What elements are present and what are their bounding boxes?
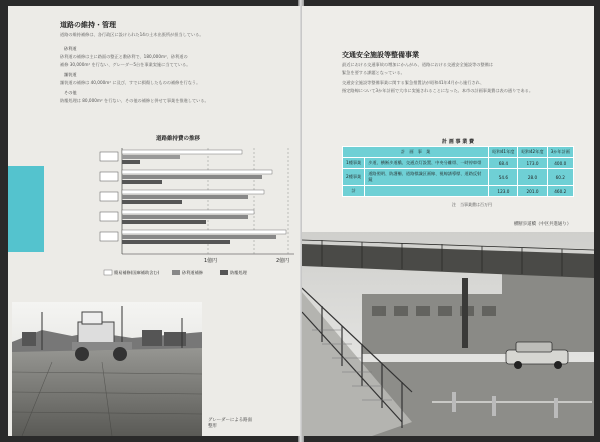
table-header-cell: 計 画 事 業 [343, 147, 489, 158]
right-page [302, 6, 594, 436]
body-line-1: 砂利道の補修は主に路面の整正と敷砂利で、180,000m²、砂利道の [60, 54, 188, 59]
table-cell: 28.0 [518, 169, 547, 186]
table-cell: 68.4 [489, 158, 518, 169]
axis-label-2: 2億円 [276, 258, 290, 264]
body-line-2: 補修 30,000m² を行ない、グレーダー5台を事業実施に当てている。 [60, 62, 191, 67]
grader-photo-caption: グレーダーによる路面整形 [208, 418, 252, 430]
bar-group-4 [122, 210, 254, 224]
right-body-line-1: 最近における交通事故の増加にかんがみ、道路における交通安全施設等の整備は [342, 62, 494, 67]
cyan-tab-marker [8, 166, 44, 252]
table-cell: 400.0 [547, 158, 573, 169]
right-body-line-2: 緊急を要する課題となっている。 [342, 70, 405, 75]
table-row [343, 186, 574, 197]
bridge-pillar [462, 278, 468, 348]
table-cell: 60.2 [547, 169, 573, 186]
year-box-1 [100, 152, 118, 161]
table-header-cell: 3か年計画 [547, 147, 573, 158]
body-line-4: 防塵処理は 80,000m² を行ない、その他の補修と併せて事業を推進している。 [60, 98, 209, 103]
bar-group-3 [122, 190, 264, 204]
table-cell: 計 [343, 186, 365, 197]
body-line-3: 舗装道の補修は 40,000m² に及び、すでに損傷したものの補修を行なう。 [60, 80, 201, 85]
table-row [343, 169, 574, 186]
year-box-4 [100, 212, 118, 221]
table-header-cell: 昭和41年度 [489, 147, 518, 158]
table-cell: 460.2 [547, 186, 573, 197]
table-cell: 173.0 [518, 158, 547, 169]
table-cell: 道路照明、防護柵、道路標識区画線、視線誘導標、道路反射鏡 [365, 169, 489, 186]
table-header-cell: 昭和42年度 [518, 147, 547, 158]
legend-label-1: 簡易補修(国庫補助含む) [114, 270, 160, 275]
project-cost-table [342, 146, 574, 197]
chart-title: 道路維持費の推移 [156, 136, 201, 142]
table-row [343, 158, 574, 169]
bar-group-5 [122, 230, 286, 244]
legend-swatch-2 [172, 270, 180, 275]
year-box-2 [100, 172, 118, 181]
section-title-traffic-safety: 交通安全施設等整備事業 [342, 51, 419, 59]
subhead-paved: 舗装道 [64, 72, 77, 77]
bridge-photo-caption: 横断歩道橋（中区共進通り） [514, 222, 572, 227]
left-page [8, 6, 300, 436]
maintenance-cost-chart [44, 126, 294, 286]
section-title-maintenance: 道路の維持・管理 [60, 21, 116, 29]
bar-group-2 [122, 170, 272, 184]
bar-group-1 [122, 150, 242, 164]
table-cell: 201.0 [518, 186, 547, 197]
legend-swatch-3 [220, 270, 228, 275]
grader-road-photo [12, 302, 202, 436]
table-note: 注 当事業費は百万円 [452, 202, 492, 207]
legend-label-2: 砂利道補修 [182, 270, 203, 275]
legend-swatch-1 [104, 270, 112, 275]
table-cell: 123.0 [489, 186, 518, 197]
right-body-line-4: 指定路線について3か年計画で大巾に実施されることになった。本市の計画事業費は表の通りである。 [342, 88, 534, 93]
table-cell: 2種事業 [343, 169, 365, 186]
axis-label-1: 1億円 [204, 258, 218, 264]
year-box-3 [100, 192, 118, 201]
right-body-line-3: 交通安全施設等整備事業に関する緊急措置法が昭和41年4月から施行され、 [342, 80, 485, 85]
table-header-row [343, 147, 574, 158]
table-title: 計 画 事 業 費 [442, 139, 474, 145]
table-cell: 54.6 [489, 169, 518, 186]
table-cell: 1種事業 [343, 158, 365, 169]
building-shape [362, 294, 522, 354]
intro-text: 道路の維持補修は、各行政区に設けられた14の土木出張所が担当している。 [60, 32, 204, 37]
year-box-5 [100, 232, 118, 241]
table-cell: 歩道、横断歩道橋、交通点灯設置、中央分離帯、一時停車帯 [365, 158, 489, 169]
legend-label-3: 防塵処理 [230, 270, 247, 275]
table-cell [365, 186, 489, 197]
pedestrian-bridge-photo [302, 232, 594, 436]
subhead-gravel: 砂利道 [64, 46, 77, 51]
subhead-other: その他 [64, 90, 77, 95]
